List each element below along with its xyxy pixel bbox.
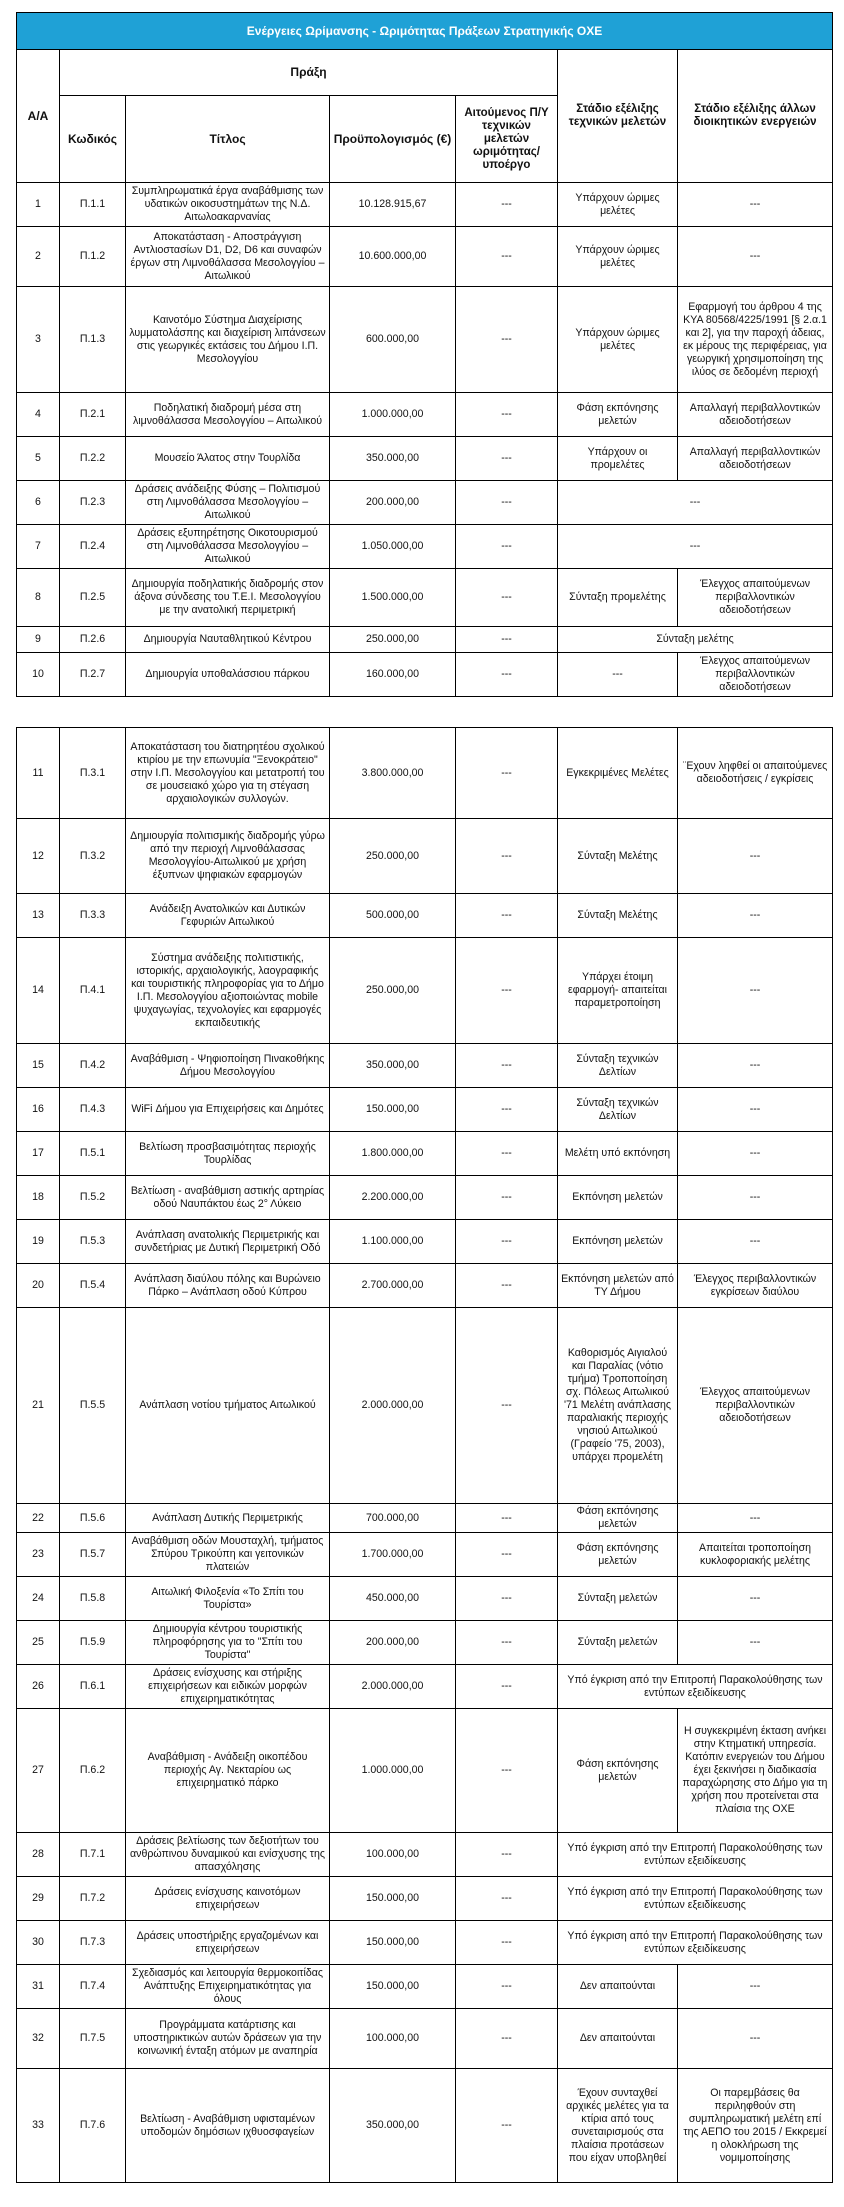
row-requested-budget: ---	[456, 2009, 558, 2069]
row-code: Π.5.7	[60, 1533, 126, 1577]
row-code: Π.5.3	[60, 1220, 126, 1264]
row-title: Βελτίωση - Αναβάθμιση υφισταμένων υποδομών δημόσιων ιχθυοσφαγείων	[126, 2069, 330, 2183]
row-title: Ανάπλαση νοτίου τμήματος Αιτωλικού	[126, 1308, 330, 1504]
row-requested-budget: ---	[456, 1665, 558, 1709]
header-aitoumenos: Αιτούμενος Π/Υ τεχνικών μελετών ωριμότητας/ υποέργο	[456, 96, 558, 183]
row-budget: 150.000,00	[330, 1921, 456, 1965]
row-stage-technical: Εκπόνηση μελετών	[558, 1220, 678, 1264]
row-number: 3	[17, 287, 60, 393]
row-requested-budget: ---	[456, 569, 558, 627]
table-row	[17, 1877, 833, 1921]
table-row	[17, 1709, 833, 1833]
row-budget: 100.000,00	[330, 2009, 456, 2069]
row-number: 32	[17, 2009, 60, 2069]
row-number: 7	[17, 525, 60, 569]
row-stage-other: ---	[678, 819, 833, 894]
row-number: 8	[17, 569, 60, 627]
row-number: 13	[17, 894, 60, 938]
row-title: Δράσεις ενίσχυσης και στήριξης επιχειρήσεων και ειδικών μορφών επιχειρηματικότητας	[126, 1665, 330, 1709]
row-code: Π.7.2	[60, 1877, 126, 1921]
row-stage-merged: ---	[558, 481, 833, 525]
row-stage-other: ---	[678, 1220, 833, 1264]
row-budget: 150.000,00	[330, 1088, 456, 1132]
row-code: Π.2.1	[60, 393, 126, 437]
table-row	[17, 1220, 833, 1264]
row-stage-technical: Εκπόνηση μελετών από ΤΥ Δήμου	[558, 1264, 678, 1308]
row-number: 28	[17, 1833, 60, 1877]
row-number: 19	[17, 1220, 60, 1264]
row-code: Π.2.5	[60, 569, 126, 627]
row-budget: 160.000,00	[330, 653, 456, 697]
row-requested-budget: ---	[456, 1308, 558, 1504]
row-title: Δημιουργία ποδηλατικής διαδρομής στον άξονα σύνδεσης του Τ.Ε.Ι. Μεσολογγίου με την ανατολική περιμετρική	[126, 569, 330, 627]
header-stadio-allon: Στάδιο εξέλιξης άλλων διοικητικών ενεργειών	[678, 50, 833, 183]
row-budget: 350.000,00	[330, 437, 456, 481]
row-code: Π.3.3	[60, 894, 126, 938]
table-row	[17, 569, 833, 627]
row-number: 27	[17, 1709, 60, 1833]
row-budget: 1.800.000,00	[330, 1132, 456, 1176]
table-row	[17, 819, 833, 894]
row-budget: 250.000,00	[330, 627, 456, 653]
row-stage-technical: Εκπόνηση μελετών	[558, 1176, 678, 1220]
row-stage-other: ---	[678, 1176, 833, 1220]
row-stage-technical: Σύνταξη μελετών	[558, 1621, 678, 1665]
row-requested-budget: ---	[456, 894, 558, 938]
row-requested-budget: ---	[456, 1921, 558, 1965]
row-stage-technical: Υπάρχουν ώριμες μελέτες	[558, 227, 678, 287]
row-stage-other: Έλεγχος απαιτούμενων περιβαλλοντικών αδειοδοτήσεων	[678, 1308, 833, 1504]
header-aa: Α/Α	[17, 50, 60, 183]
table-title: Ενέργειες Ωρίμανσης - Ωριμότητας Πράξεων Στρατηγικής ΟΧΕ	[17, 13, 833, 50]
table-row	[17, 938, 833, 1044]
row-stage-technical: Φάση εκπόνησης μελετών	[558, 1709, 678, 1833]
row-stage-technical: Υπάρχουν ώριμες μελέτες	[558, 183, 678, 227]
row-requested-budget: ---	[456, 1833, 558, 1877]
row-stage-other: ---	[678, 894, 833, 938]
row-code: Π.2.4	[60, 525, 126, 569]
header-titlos: Τίτλος	[126, 96, 330, 183]
row-title: Δράσεις βελτίωσης των δεξιοτήτων του ανθρώπινου δυναμικού και ενίσχυσης της απασχόλησης	[126, 1833, 330, 1877]
row-title: Αποκατάσταση του διατηρητέου σχολικού κτιρίου με την επωνυμία "Ξενοκράτειο" στην Ι.Π. Μεσολογγίου και μετατροπή του σε μουσειακό χώρο για τη στέγαση αρχαιολογικών συλλογών.	[126, 728, 330, 819]
table-row	[17, 1264, 833, 1308]
row-stage-technical: Σύνταξη μελετών	[558, 1577, 678, 1621]
row-number: 24	[17, 1577, 60, 1621]
table-row	[17, 1621, 833, 1665]
row-code: Π.7.4	[60, 1965, 126, 2009]
table-row	[17, 1132, 833, 1176]
row-number: 29	[17, 1877, 60, 1921]
row-stage-technical: Σύνταξη Μελέτης	[558, 894, 678, 938]
row-stage-technical: Υπάρχουν οι προμελέτες	[558, 437, 678, 481]
row-budget: 350.000,00	[330, 2069, 456, 2183]
header-praxi: Πράξη	[60, 50, 558, 96]
row-requested-budget: ---	[456, 393, 558, 437]
row-requested-budget: ---	[456, 481, 558, 525]
row-requested-budget: ---	[456, 938, 558, 1044]
row-stage-technical: Φάση εκπόνησης μελετών	[558, 1533, 678, 1577]
table-row	[17, 1308, 833, 1504]
row-title: Βελτίωση προσβασιμότητας περιοχής Τουρλίδας	[126, 1132, 330, 1176]
row-budget: 2.700.000,00	[330, 1264, 456, 1308]
row-code: Π.5.6	[60, 1504, 126, 1533]
table-row	[17, 728, 833, 819]
row-stage-other: ---	[678, 1132, 833, 1176]
row-budget: 10.128.915,67	[330, 183, 456, 227]
row-budget: 250.000,00	[330, 819, 456, 894]
row-code: Π.7.6	[60, 2069, 126, 2183]
row-code: Π.4.1	[60, 938, 126, 1044]
row-number: 21	[17, 1308, 60, 1504]
table-row	[17, 1088, 833, 1132]
row-stage-merged: Υπό έγκριση από την Επιτροπή Παρακολούθησης των εντύπων εξειδίκευσης	[558, 1877, 833, 1921]
row-title: Καινοτόμο Σύστημα Διαχείρισης λυμματολάσπης και διαχείριση λιπάνσεων στις γεωργικές εκτάσεις του Δήμου Ι.Π. Μεσολογγίου	[126, 287, 330, 393]
main-table	[16, 12, 833, 697]
row-budget: 2.000.000,00	[330, 1665, 456, 1709]
row-number: 12	[17, 819, 60, 894]
table-row	[17, 1577, 833, 1621]
row-stage-technical: Δεν απαιτούνται	[558, 2009, 678, 2069]
table-row	[17, 287, 833, 393]
row-code: Π.5.2	[60, 1176, 126, 1220]
row-stage-technical: Σύνταξη προμελέτης	[558, 569, 678, 627]
row-stage-other: ---	[678, 2009, 833, 2069]
row-stage-technical: Υπάρχει έτοιμη εφαρμογή- απαιτείται παραμετροποίηση	[558, 938, 678, 1044]
row-requested-budget: ---	[456, 1533, 558, 1577]
row-budget: 1.500.000,00	[330, 569, 456, 627]
row-number: 1	[17, 183, 60, 227]
row-stage-other: Έλεγχος περιβαλλοντικών εγκρίσεων διαύλου	[678, 1264, 833, 1308]
table-row	[17, 437, 833, 481]
row-title: Αποκατάσταση - Αποστράγγιση Αντλιοστασίων D1, D2, D6 και συναφών έργων στη Λιμνοθάλασσα Μεσολογγίου – Αιτωλικού	[126, 227, 330, 287]
table-row	[17, 1504, 833, 1533]
row-code: Π.1.3	[60, 287, 126, 393]
row-title: Συμπληρωματικά έργα αναβάθμισης των υδατικών οικοσυστημάτων της Ν.Δ. Αιτωλοακαρνανίας	[126, 183, 330, 227]
row-stage-technical: Φάση εκπόνησης μελετών	[558, 393, 678, 437]
table-row	[17, 627, 833, 653]
row-budget: 450.000,00	[330, 1577, 456, 1621]
row-requested-budget: ---	[456, 1132, 558, 1176]
row-requested-budget: ---	[456, 1965, 558, 2009]
table-row	[17, 1833, 833, 1877]
row-title: Σχεδιασμός και λειτουργία θερμοκοιτίδας Ανάπτυξης Επιχειρηματικότητας για όλους	[126, 1965, 330, 2009]
row-code: Π.6.1	[60, 1665, 126, 1709]
header-proypologismos: Προϋπολογισμός (€)	[330, 96, 456, 183]
table-row	[17, 1044, 833, 1088]
row-stage-merged: Υπό έγκριση από την Επιτροπή Παρακολούθησης των εντύπων εξειδίκευσης	[558, 1665, 833, 1709]
row-stage-technical: Έχουν συνταχθεί αρχικές μελέτες για τα κτίρια από τους συνεταιρισμούς στα πλαίσια προτάσεων που είχαν υποβληθεί	[558, 2069, 678, 2183]
row-stage-other: ---	[678, 1965, 833, 2009]
row-code: Π.3.2	[60, 819, 126, 894]
row-budget: 3.800.000,00	[330, 728, 456, 819]
row-budget: 350.000,00	[330, 1044, 456, 1088]
row-code: Π.4.3	[60, 1088, 126, 1132]
row-requested-budget: ---	[456, 1088, 558, 1132]
row-budget: 2.000.000,00	[330, 1308, 456, 1504]
row-stage-other: Οι παρεμβάσεις θα περιληφθούν στη συμπληρωματική μελέτη επί της ΑΕΠΟ του 2015 / Εκκρεμεί η ολοκλήρωση της νομιμοποίησης	[678, 2069, 833, 2183]
row-requested-budget: ---	[456, 627, 558, 653]
row-stage-other: Έλεγχος απαιτούμενων περιβαλλοντικών αδειοδοτήσεων	[678, 653, 833, 697]
row-number: 31	[17, 1965, 60, 2009]
row-number: 4	[17, 393, 60, 437]
row-stage-other: Απαλλαγή περιβαλλοντικών αδειοδοτήσεων	[678, 393, 833, 437]
row-budget: 600.000,00	[330, 287, 456, 393]
row-requested-budget: ---	[456, 1709, 558, 1833]
row-budget: 200.000,00	[330, 1621, 456, 1665]
row-code: Π.5.4	[60, 1264, 126, 1308]
row-requested-budget: ---	[456, 1577, 558, 1621]
row-code: Π.4.2	[60, 1044, 126, 1088]
row-requested-budget: ---	[456, 819, 558, 894]
row-budget: 1.000.000,00	[330, 1709, 456, 1833]
table-row	[17, 393, 833, 437]
row-budget: 100.000,00	[330, 1833, 456, 1877]
row-stage-technical: ---	[558, 653, 678, 697]
row-title: Δράσεις ανάδειξης Φύσης – Πολιτισμού στη Λιμνοθάλασσα Μεσολογγίου – Αιτωλικού	[126, 481, 330, 525]
table-row	[17, 894, 833, 938]
table-row	[17, 525, 833, 569]
row-number: 26	[17, 1665, 60, 1709]
row-stage-technical: Εγκεκριμένες Μελέτες	[558, 728, 678, 819]
row-budget: 150.000,00	[330, 1965, 456, 2009]
row-title: Αναβάθμιση οδών Μουσταχλή, τμήματος Σπύρου Τρικούπη και γειτονικών πλατειών	[126, 1533, 330, 1577]
row-number: 14	[17, 938, 60, 1044]
row-stage-other: ---	[678, 1088, 833, 1132]
row-budget: 1.700.000,00	[330, 1533, 456, 1577]
row-stage-merged: Υπό έγκριση από την Επιτροπή Παρακολούθησης των εντύπων εξειδίκευσης	[558, 1833, 833, 1877]
table-row	[17, 227, 833, 287]
table-row	[17, 1176, 833, 1220]
row-stage-merged: Υπό έγκριση από την Επιτροπή Παρακολούθησης των εντύπων εξειδίκευσης	[558, 1921, 833, 1965]
row-title: Δημιουργία υποθαλάσσιου πάρκου	[126, 653, 330, 697]
row-number: 33	[17, 2069, 60, 2183]
row-budget: 250.000,00	[330, 938, 456, 1044]
table-section-3	[16, 1832, 833, 2183]
row-requested-budget: ---	[456, 1504, 558, 1533]
row-code: Π.2.2	[60, 437, 126, 481]
table-row	[17, 481, 833, 525]
row-stage-other: Απαλλαγή περιβαλλοντικών αδειοδοτήσεων	[678, 437, 833, 481]
row-title: Προγράμματα κατάρτισης και υποστηρικτικών αυτών δράσεων για την κοινωνική ένταξη ατόμων με αναπηρία	[126, 2009, 330, 2069]
row-requested-budget: ---	[456, 1877, 558, 1921]
table-row	[17, 2069, 833, 2183]
row-title: Δράσεις ενίσχυσης καινοτόμων επιχειρήσεων	[126, 1877, 330, 1921]
row-number: 6	[17, 481, 60, 525]
row-stage-other: ---	[678, 227, 833, 287]
row-code: Π.1.2	[60, 227, 126, 287]
row-number: 5	[17, 437, 60, 481]
row-number: 18	[17, 1176, 60, 1220]
row-number: 23	[17, 1533, 60, 1577]
row-stage-technical: Σύνταξη τεχνικών Δελτίων	[558, 1088, 678, 1132]
row-requested-budget: ---	[456, 525, 558, 569]
row-requested-budget: ---	[456, 2069, 558, 2183]
row-stage-merged: ---	[558, 525, 833, 569]
row-code: Π.5.5	[60, 1308, 126, 1504]
row-number: 10	[17, 653, 60, 697]
row-budget: 2.200.000,00	[330, 1176, 456, 1220]
row-requested-budget: ---	[456, 1621, 558, 1665]
row-stage-technical: Υπάρχουν ώριμες μελέτες	[558, 287, 678, 393]
row-budget: 1.050.000,00	[330, 525, 456, 569]
row-number: 22	[17, 1504, 60, 1533]
row-stage-technical: Φάση εκπόνησης μελετών	[558, 1504, 678, 1533]
row-requested-budget: ---	[456, 653, 558, 697]
row-number: 20	[17, 1264, 60, 1308]
row-budget: 500.000,00	[330, 894, 456, 938]
row-stage-other: Εφαρμογή του άρθρου 4 της ΚΥΑ 80568/4225/1991 [§ 2.α.1 και 2], για την παροχή άδειας, εκ μέρους της περιφέρειας, για γεωργική χρησιμοποίηση της ιλύος σε δεδομένη περιοχή	[678, 287, 833, 393]
row-title: Ανάδειξη Ανατολικών και Δυτικών Γεφυριών Αιτωλικού	[126, 894, 330, 938]
row-title: Αναβάθμιση - Ανάδειξη οικοπέδου περιοχής Αγ. Νεκταρίου ως επιχειρηματικό πάρκο	[126, 1709, 330, 1833]
row-code: Π.5.9	[60, 1621, 126, 1665]
row-requested-budget: ---	[456, 1176, 558, 1220]
row-stage-other: ¨Εχουν ληφθεί οι απαιτούμενες αδειοδοτήσεις / εγκρίσεις	[678, 728, 833, 819]
row-stage-technical: Καθορισμός Αιγιαλού και Παραλίας (νότιο τμήμα) Τροποποίηση σχ. Πόλεως Αιτωλικού '71 Μελέτη ανάπλασης παραλιακής περιοχής νησιού Αιτωλικού (Γραφείο '75, 2003), υπάρχει προμελέτη	[558, 1308, 678, 1504]
row-number: 11	[17, 728, 60, 819]
row-code: Π.7.5	[60, 2009, 126, 2069]
row-title: Σύστημα ανάδειξης πολιτιστικής, ιστορικής, αρχαιολογικής, λαογραφικής και τουριστικής πληροφορίας για το Δήμο Ι.Π. Μεσολογγίου αξιοποιώντας mobile ψυχαγωγίας, τεχνολογίες και εφαρμογές εκπαιδευτικής	[126, 938, 330, 1044]
row-title: Δράσεις εξυπηρέτησης Οικοτουρισμού στη Λιμνοθάλασσα Μεσολογγίου –Αιτωλικού	[126, 525, 330, 569]
row-number: 25	[17, 1621, 60, 1665]
row-requested-budget: ---	[456, 437, 558, 481]
row-stage-other: Απαιτείται τροποποίηση κυκλοφοριακής μελέτης	[678, 1533, 833, 1577]
table-row	[17, 1965, 833, 2009]
row-stage-other: ---	[678, 183, 833, 227]
row-number: 16	[17, 1088, 60, 1132]
row-stage-technical: Δεν απαιτούνται	[558, 1965, 678, 2009]
row-stage-other: ---	[678, 1044, 833, 1088]
row-title: Μουσείο Άλατος στην Τουρλίδα	[126, 437, 330, 481]
row-stage-other: ---	[678, 938, 833, 1044]
row-requested-budget: ---	[456, 1264, 558, 1308]
row-code: Π.5.8	[60, 1577, 126, 1621]
row-number: 30	[17, 1921, 60, 1965]
row-title: Δημιουργία κέντρου τουριστικής πληροφόρησης για το "Σπίτι του Τουρίστα"	[126, 1621, 330, 1665]
row-title: Βελτίωση - αναβάθμιση αστικής αρτηρίας οδού Ναυπάκτου έως 2° Λύκειο	[126, 1176, 330, 1220]
row-code: Π.2.3	[60, 481, 126, 525]
row-title: Αναβάθμιση - Ψηφιοποίηση Πινακοθήκης Δήμου Μεσολογγίου	[126, 1044, 330, 1088]
row-budget: 150.000,00	[330, 1877, 456, 1921]
row-budget: 200.000,00	[330, 481, 456, 525]
row-requested-budget: ---	[456, 227, 558, 287]
table-section-2	[16, 727, 833, 1833]
row-stage-other: Η συγκεκριμένη έκταση ανήκει στην Κτηματική υπηρεσία. Κατόπιν ενεργειών του Δήμου έχει ξεκινήσει η διαδικασία παραχώρησης στο Δήμο για τη χρήση που προτείνεται στα πλαίσια της ΟΧΕ	[678, 1709, 833, 1833]
table-row	[17, 1665, 833, 1709]
row-stage-technical: Μελέτη υπό εκπόνηση	[558, 1132, 678, 1176]
row-requested-budget: ---	[456, 728, 558, 819]
row-code: Π.1.1	[60, 183, 126, 227]
row-title: Ανάπλαση διαύλου πόλης και Βυρώνειο Πάρκο – Ανάπλαση οδού Κύπρου	[126, 1264, 330, 1308]
row-stage-other: ---	[678, 1577, 833, 1621]
row-requested-budget: ---	[456, 1220, 558, 1264]
row-code: Π.2.6	[60, 627, 126, 653]
row-title: Ποδηλατική διαδρομή μέσα στη λιμνοθάλασσα Μεσολογγίου – Αιτωλικού	[126, 393, 330, 437]
row-number: 2	[17, 227, 60, 287]
row-budget: 1.000.000,00	[330, 393, 456, 437]
row-title: WiFi Δήμου για Επιχειρήσεις και Δημότες	[126, 1088, 330, 1132]
row-requested-budget: ---	[456, 287, 558, 393]
table-row	[17, 653, 833, 697]
row-stage-other: Έλεγχος απαιτούμενων περιβαλλοντικών αδειοδοτήσεων	[678, 569, 833, 627]
row-number: 9	[17, 627, 60, 653]
row-number: 17	[17, 1132, 60, 1176]
row-code: Π.2.7	[60, 653, 126, 697]
row-requested-budget: ---	[456, 1044, 558, 1088]
row-code: Π.7.3	[60, 1921, 126, 1965]
row-title: Δημιουργία Ναυταθλητικού Κέντρου	[126, 627, 330, 653]
row-requested-budget: ---	[456, 183, 558, 227]
row-title: Ανάπλαση Δυτικής Περιμετρικής	[126, 1504, 330, 1533]
table-row	[17, 2009, 833, 2069]
row-budget: 10.600.000,00	[330, 227, 456, 287]
header-kodikos: Κωδικός	[60, 96, 126, 183]
row-budget: 1.100.000,00	[330, 1220, 456, 1264]
table-row	[17, 183, 833, 227]
row-code: Π.7.1	[60, 1833, 126, 1877]
row-code: Π.5.1	[60, 1132, 126, 1176]
row-code: Π.3.1	[60, 728, 126, 819]
table-row	[17, 1533, 833, 1577]
row-stage-merged: Σύνταξη μελέτης	[558, 627, 833, 653]
row-code: Π.6.2	[60, 1709, 126, 1833]
row-stage-other: ---	[678, 1504, 833, 1533]
row-title: Ανάπλαση ανατολικής Περιμετρικής και συνδετήριας με Δυτική Περιμετρική Οδό	[126, 1220, 330, 1264]
row-budget: 700.000,00	[330, 1504, 456, 1533]
row-stage-other: ---	[678, 1621, 833, 1665]
row-title: Δράσεις υποστήριξης εργαζομένων και επιχειρήσεων	[126, 1921, 330, 1965]
row-number: 15	[17, 1044, 60, 1088]
header-stadio-tech: Στάδιο εξέλιξης τεχνικών μελετών	[558, 50, 678, 183]
row-title: Αιτωλική Φιλοξενία «Το Σπίτι του Τουρίστα»	[126, 1577, 330, 1621]
row-stage-technical: Σύνταξη Μελέτης	[558, 819, 678, 894]
row-title: Δημιουργία πολιτισμικής διαδρομής γύρω από την περιοχή Λιμνοθάλασσας Μεσολογγίου-Αιτωλικού με χρήση έξυπνων ψηφιακών εφαρμογών	[126, 819, 330, 894]
row-stage-technical: Σύνταξη τεχνικών Δελτίων	[558, 1044, 678, 1088]
table-row	[17, 1921, 833, 1965]
